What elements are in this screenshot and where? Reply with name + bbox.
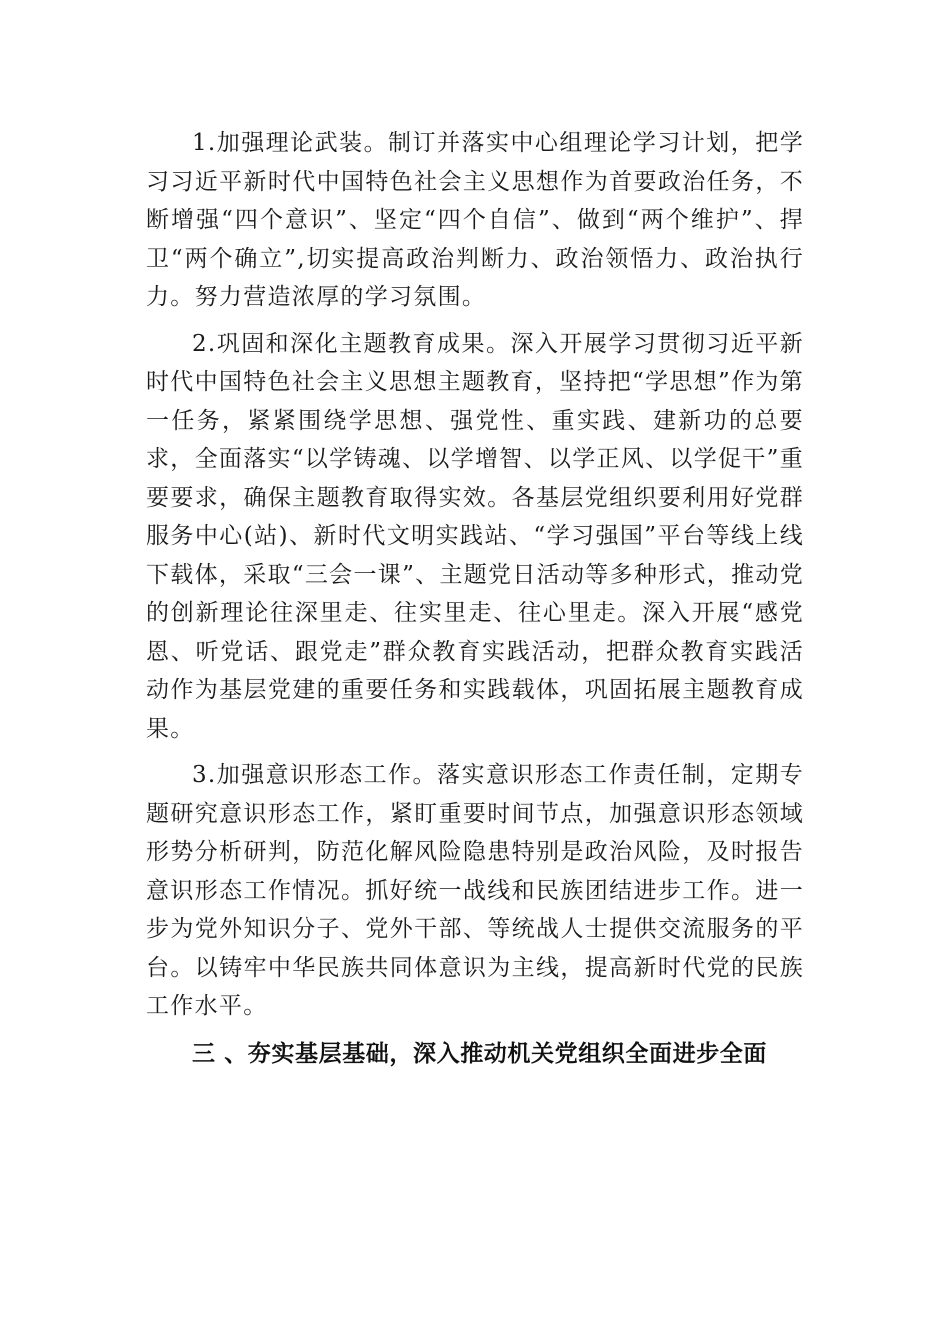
paragraph-theme-education: 2.巩固和深化主题教育成果。深入开展学习贯彻习近平新时代中国特色社会主义思想主题教育，坚持把“学思想”作为第一任务，紧紧围绕学思想、强党性、重实践、建新功的总要求，全面落实“以学铸魂、以学增智、以学正风、以学促干”重要要求，确保主题教育取得实效。各基层党组织要利用好党群服务中心(站)、新时代文明实践站、“学习强国”平台等线上线下载体，采取“三会一课”、主题党日活动等多种形式，推动党的创新理论往深里走、往实里走、往心里走。深入开展“感党恩、听党话、跟党走”群众教育实践活动，把群众教育实践活动作为基层党建的重要任务和实践载体，巩固拓展主题教育成果。 bbox=[146, 330, 804, 742]
document-body bbox=[146, 124, 804, 1074]
paragraph-theory-study: 1.加强理论武装。制订并落实中心组理论学习计划，把学习习近平新时代中国特色社会主义思想作为首要政治任务，不断增强“四个意识”、坚定“四个自信”、做到“两个维护”、捍卫“两个确立”,切实提高政治判断力、政治领悟力、政治执行力。努力营造浓厚的学习氛围。 bbox=[146, 130, 804, 310]
paragraph-ideology-work: 3.加强意识形态工作。落实意识形态工作责任制，定期专题研究意识形态工作，紧盯重要时间节点，加强意识形态领域形势分析研判，防范化解风险隐患特别是政治风险，及时报告意识形态工作情况。抓好统一战线和民族团结进步工作。进一步为党外知识分子、党外干部、等统战人士提供交流服务的平台。以铸牢中华民族共同体意识为主线，提高新时代党的民族工作水平。 bbox=[146, 762, 804, 1019]
section-heading: 三 、夯实基层基础，深入推动机关党组织全面进步全面 bbox=[192, 1040, 768, 1067]
